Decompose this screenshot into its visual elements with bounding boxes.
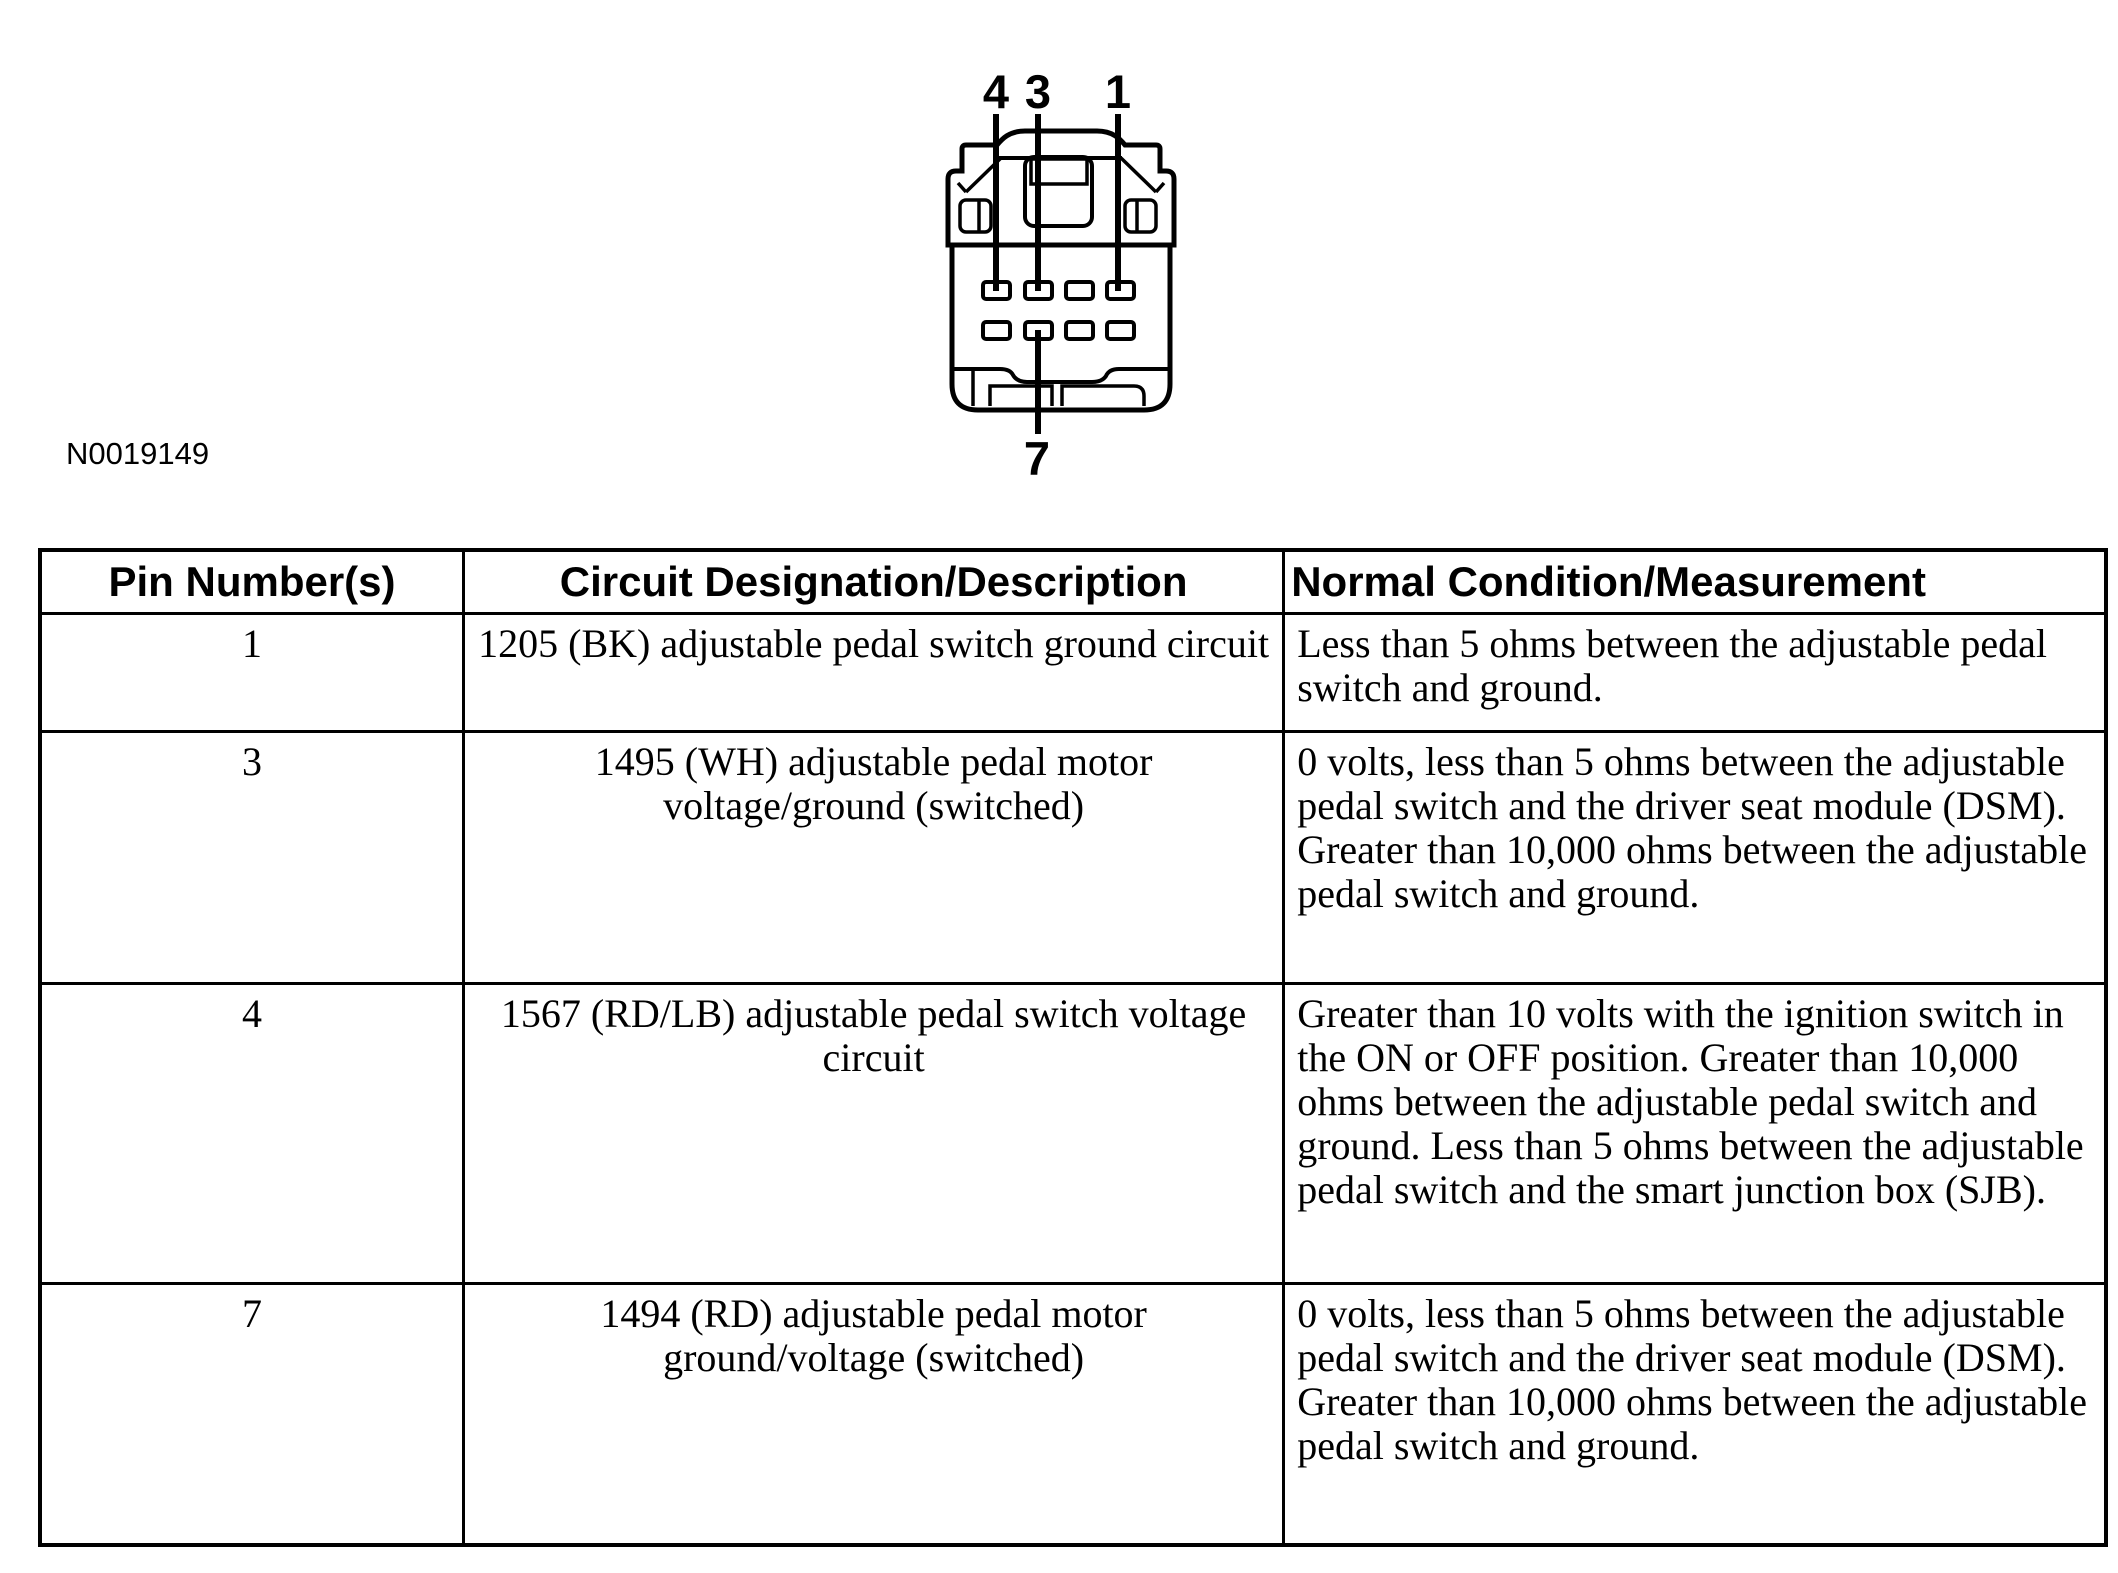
header-circuit-designation: Circuit Designation/Description: [464, 550, 1284, 614]
pinout-table: [38, 548, 2108, 1547]
pin-slot-8: [983, 322, 1010, 339]
pin-label-3: 3: [1024, 65, 1052, 118]
cell-condition: 0 volts, less than 5 ohms between the adjustable pedal switch and the driver seat module (DSM). Greater than 10,000 ohms between the adjustable pedal switch and ground.: [1284, 732, 2106, 984]
cell-circuit: 1495 (WH) adjustable pedal motor voltage/ground (switched): [464, 732, 1284, 984]
header-pin-numbers: Pin Number(s): [40, 550, 464, 614]
connector-right-tab: [1125, 200, 1156, 232]
table-row: [40, 732, 2106, 984]
cell-pin: 4: [40, 984, 464, 1284]
table-header-row: [40, 550, 2106, 614]
table-row: [40, 1284, 2106, 1546]
connector-left-tab: [960, 200, 991, 232]
cell-pin: 7: [40, 1284, 464, 1546]
table-row: [40, 984, 2106, 1284]
pin-label-4: 4: [982, 65, 1010, 118]
cell-condition: 0 volts, less than 5 ohms between the adjustable pedal switch and the driver seat module (DSM). Greater than 10,000 ohms between the adjustable pedal switch and ground.: [1284, 1284, 2106, 1546]
table-row: [40, 614, 2106, 732]
pin-slot-6: [1066, 322, 1093, 339]
cell-circuit: 1205 (BK) adjustable pedal switch ground circuit: [464, 614, 1284, 732]
cell-condition: Greater than 10 volts with the ignition switch in the ON or OFF position. Greater than 10,000 ohms between the adjustable pedal switch and ground. Less than 5 ohms between the adjustable pedal switch and the smart junction box (SJB).: [1284, 984, 2106, 1284]
cell-condition: Less than 5 ohms between the adjustable pedal switch and ground.: [1284, 614, 2106, 732]
connector-diagram: [920, 55, 1200, 495]
cell-circuit: 1567 (RD/LB) adjustable pedal switch voltage circuit: [464, 984, 1284, 1284]
cell-pin: 3: [40, 732, 464, 984]
pin-label-1: 1: [1104, 65, 1132, 118]
pin-label-7: 7: [1023, 432, 1051, 485]
header-normal-condition: Normal Condition/Measurement: [1284, 550, 2106, 614]
cell-circuit: 1494 (RD) adjustable pedal motor ground/voltage (switched): [464, 1284, 1284, 1546]
cell-pin: 1: [40, 614, 464, 732]
pin-slot-5: [1107, 322, 1134, 339]
pin-slot-2: [1066, 282, 1093, 299]
figure-reference-number: N0019149: [66, 436, 210, 471]
